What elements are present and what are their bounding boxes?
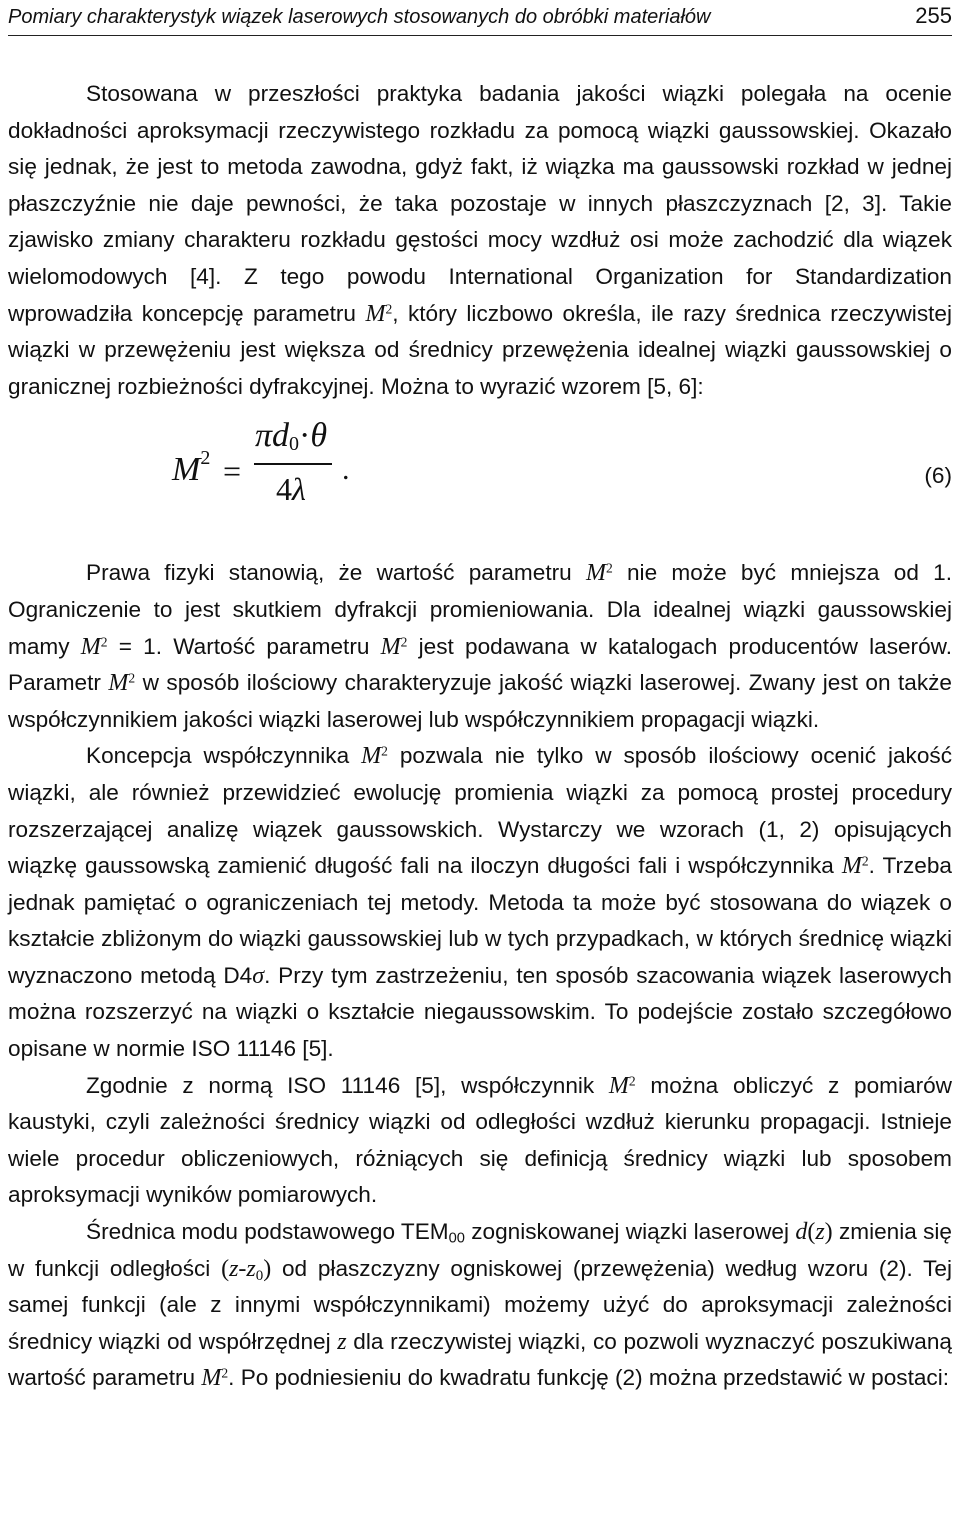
paragraph-3: Koncepcja współczynnika $M^2$ pozwala nie tylko w sposób ilościowy ocenić jakość wiązki, ale również przewidzieć ewolucję promienia wiązki za pomocą prostej procedury rozszerzającej analizę wiązek gaussowskich. Wystarczy we wzorach (1, 2) opisujących wiązkę gaussowską zamienić długość fali na iloczyn długości fali i współczynnika $M^2$. Trzeba jednak pamiętać o ograniczeniach tej metody. Metoda ta może być stosowana do wiązek o kształcie zbliżonym do wiązki gaussowskiej lub w tych przypadkach, w których średnicę wiązki wyznaczono metodą D4σ. Przy tym zastrzeżeniu, ten sposób szacowania wiązek laserowych można rozszerzyć na wiązki o kształcie niegaussowskim. To podejście zostało szczegółowo opisane w normie ISO 11146 [5]. [8, 743, 952, 1062]
equation-6 [8, 417, 952, 543]
symbol-m: M [108, 670, 129, 697]
paragraph-2: Prawa fizyki stanowią, że wartość parametru $M^2$ nie może być mniejsza od 1. Ograniczenie to jest skutkiem dyfrakcji promieniowania. Dla idealnej wiązki gaussowskiej mamy $M^2 = 1$. Wartość parametru $M^2$ jest podawana w katalogach producentów laserów. Parametr $M^2$ w sposób ilościowy charakteryzuje jakość wiązki laserowej. Zwany jest on także współczynnikiem jakości wiązki laserowej lub współczynnikiem propagacji wiązki. [8, 560, 952, 732]
text: , który liczbowo określa, ile razy średnica rzeczywistej wiązki w przewężeniu jest większa od średnicy przewężenia idealnej wiązki gaussowskiej o granicznej rozbieżności dyfrakcyjnej. Można to wyrazić wzorem [5, 6]: [8, 300, 952, 399]
symbol-m: M [365, 300, 386, 327]
symbol-m: M [380, 633, 401, 660]
body-text [8, 76, 952, 1397]
symbol-m: M [201, 1365, 222, 1392]
running-title: Pomiary charakterystyk wiązek laserowych stosowanych do obróbki materiałów [8, 6, 711, 28]
equals-sign: = [223, 453, 242, 490]
symbol-sigma: σ [252, 962, 265, 989]
symbol-d: d [795, 1219, 808, 1246]
equation-number: (6) [924, 463, 952, 489]
symbol-m: M [80, 633, 101, 660]
paragraph-4: Zgodnie z normą ISO 11146 [5], współczynnik $M^2$ można obliczyć z pomiarów kaustyki, czyli zależności średnicy wiązki od odległości wzdłuż kierunku propagacji. Istnieje wiele procedur obliczeniowych, różniących się definicją średnicy wiązki lub sposobem aproksymacji wyników pomiarowych. [8, 1072, 952, 1208]
running-header [8, 0, 952, 36]
superscript: 2 [385, 301, 393, 317]
symbol-m: M [841, 853, 862, 880]
symbol-m: M [608, 1072, 629, 1099]
equation-period: . [342, 453, 350, 487]
equation-numerator: $\pi d_0\cdot\theta$ [255, 417, 328, 456]
equation-denominator: 4λ [276, 471, 306, 508]
symbol-z: z [337, 1328, 347, 1355]
symbol-m: M [585, 560, 606, 587]
fraction-bar [254, 463, 332, 465]
paragraph-5: Średnica modu podstawowego $TEM_{00}$ zogniskowanej wiązki laserowej d(z) zmienia się w funkcji odległości $(z-z_0)$ od płaszczyzny ogniskowej (przewężenia) według wzoru (2). Tej samej funkcji (ale z innymi współczynnikami) możemy użyć do aproksymacji zależności średnicy wiązki od współrzędnej z dla rzeczywistej wiązki, co pozwoli wyznaczyć poszukiwaną wartość parametru $M^2$. Po podniesieniu do kwadratu funkcję (2) można przedstawić w postaci: [8, 1219, 953, 1392]
paragraph-1 [8, 76, 952, 405]
text: Stosowana w przeszłości praktyka badania jakości wiązki polegała na ocenie dokładności aproksymacji rzeczywistego rozkładu za pomocą wiązki gaussowskiej. Okazało się jednak, że jest to metoda zawodna, gdyż fakt, iż wiązka ma gaussowski rozkład w jednej płaszczyźnie nie daje pewności, że taka pozostaje w innych płaszczyznach [2, 3]. Takie zjawisko zmiany charakteru rozkładu gęstości mocy wzdłuż osi może zachodzić dla wiązek wielomodowych [4]. Z tego powodu International Organization for Standardization wprowadziła koncepcję parametru [8, 81, 952, 326]
page-number: 255 [915, 3, 952, 28]
equation-lhs: $M^2$ [172, 447, 211, 489]
subscript: 00 [448, 1230, 465, 1247]
symbol-m: M [361, 743, 382, 770]
